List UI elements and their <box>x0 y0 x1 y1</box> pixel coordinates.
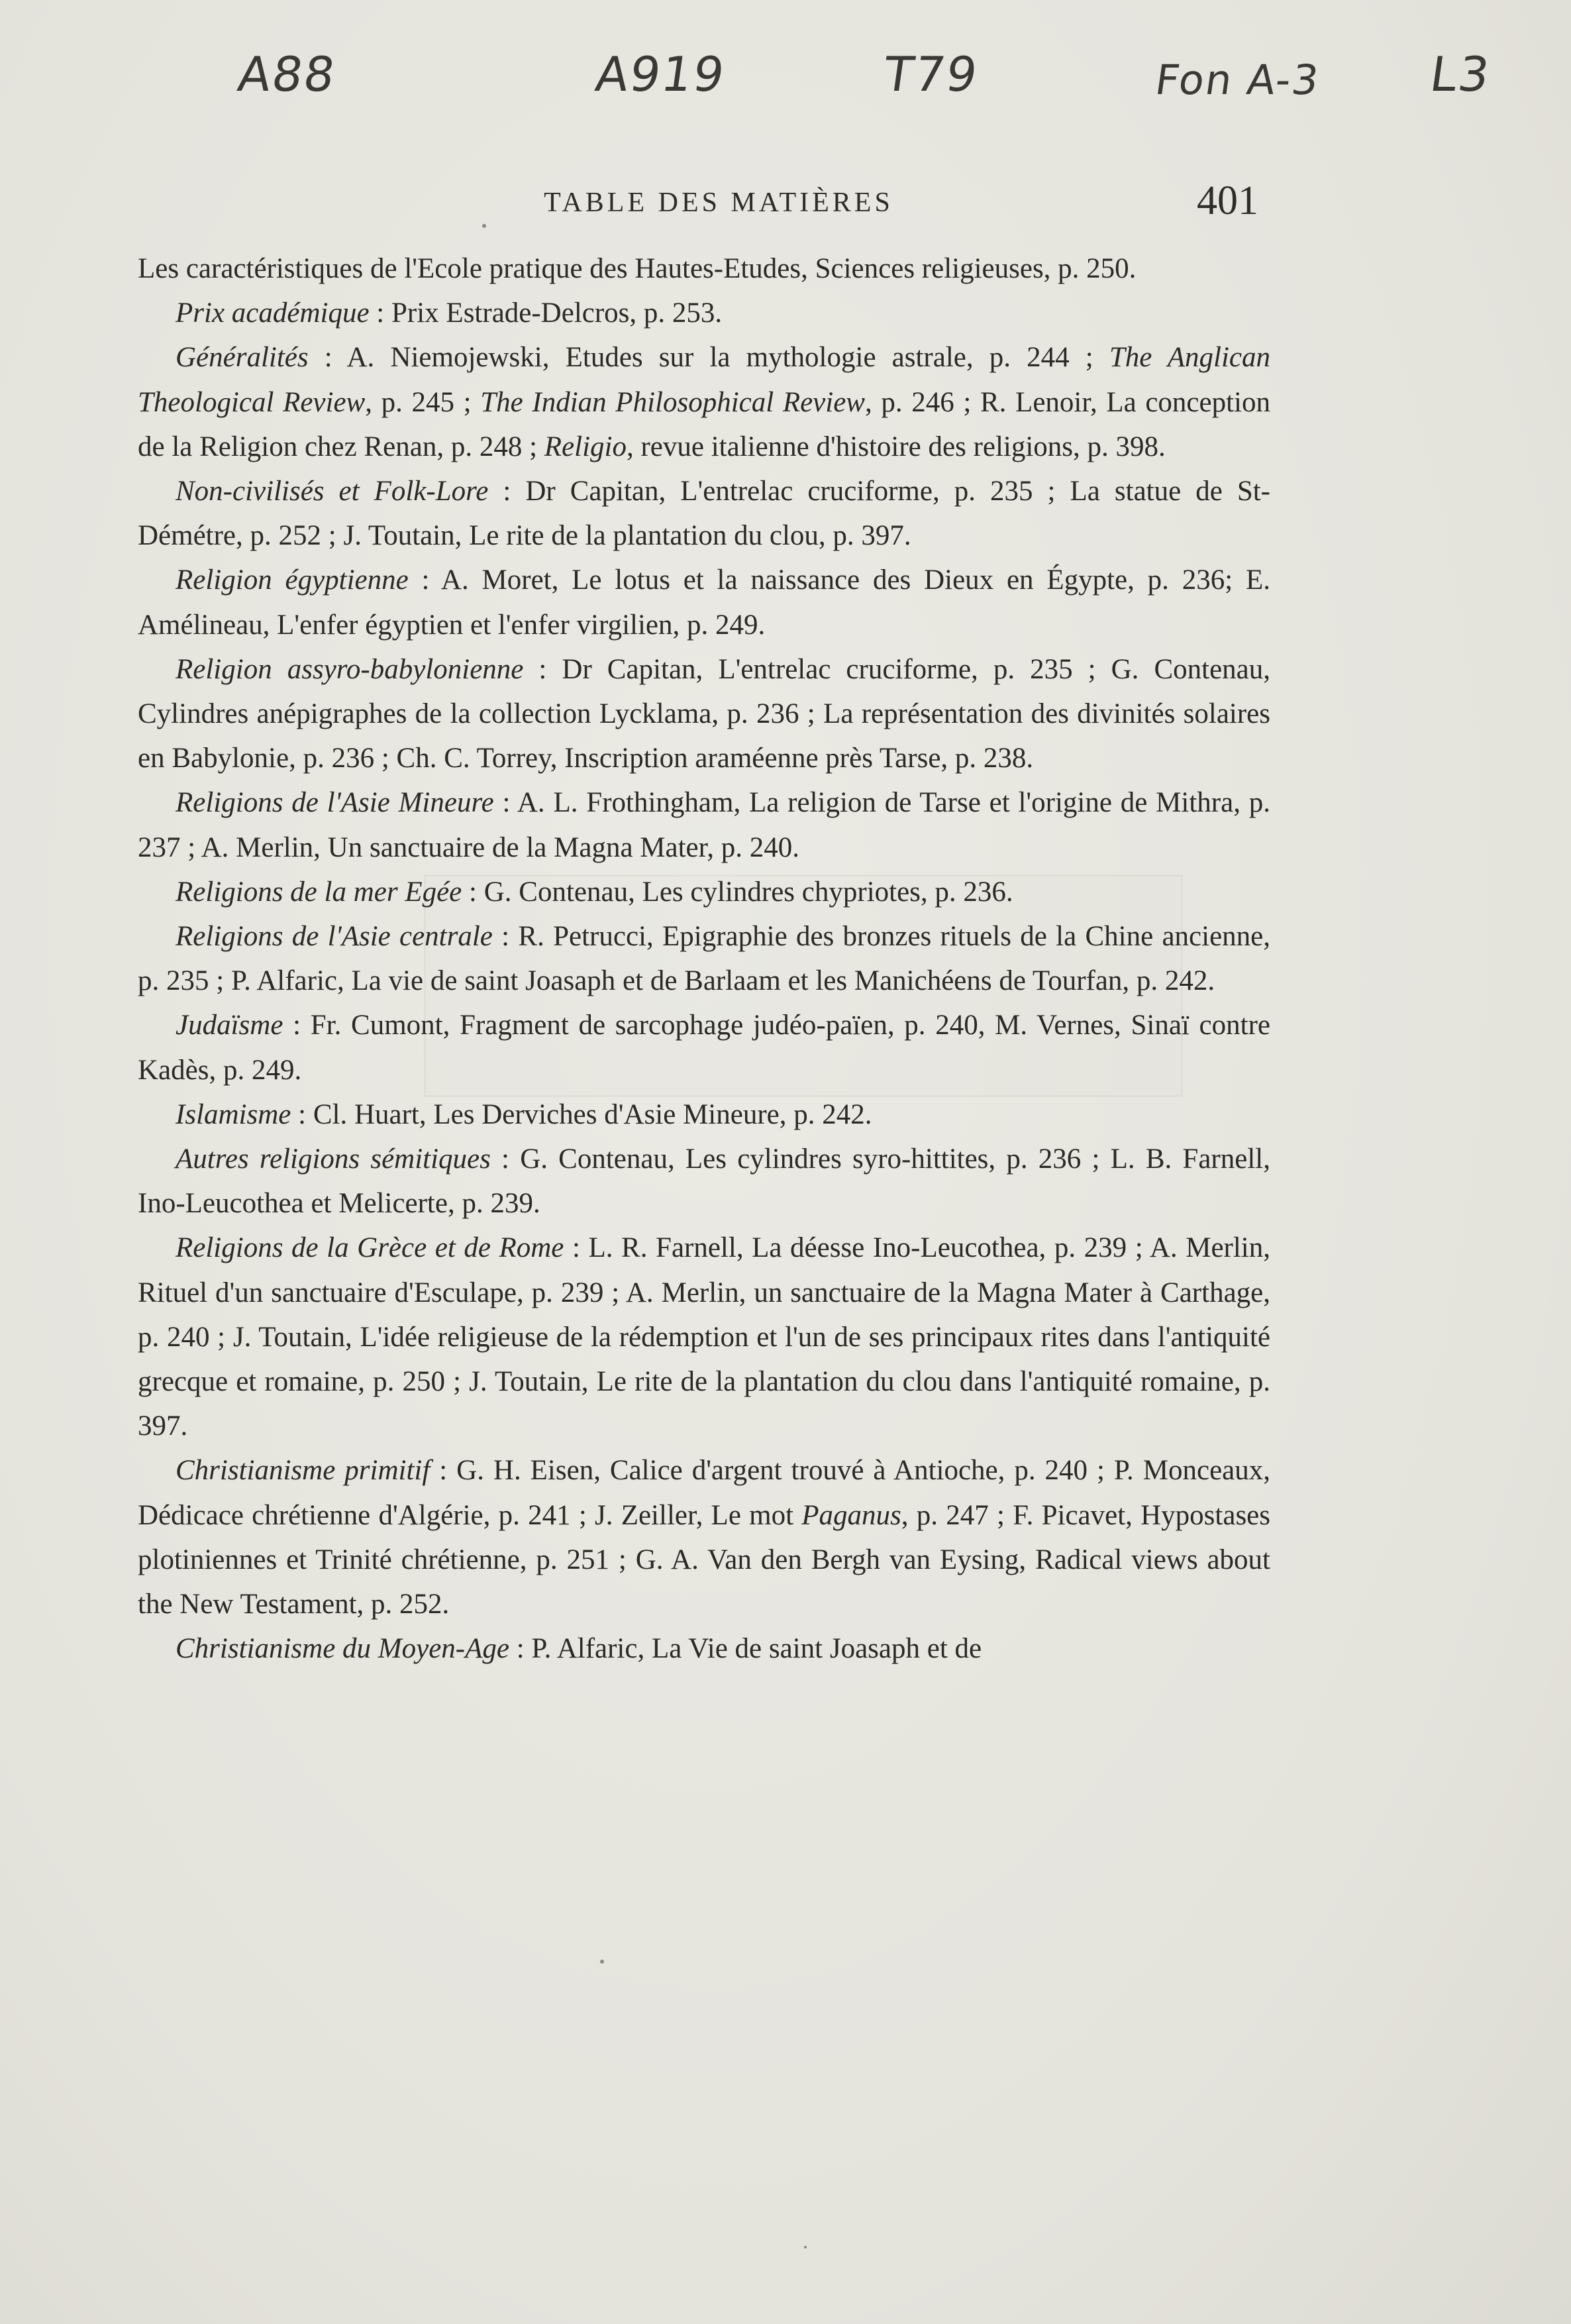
toc-entry-label: Non-civilisés et Folk-Lore <box>176 476 489 507</box>
toc-entry-label: Généralités <box>176 342 309 374</box>
toc-entry-label: Religions de l'Asie centrale <box>176 921 493 953</box>
ink-speck <box>600 1960 604 1964</box>
table-of-contents-body <box>138 246 1270 1671</box>
toc-entry-label: Religions de l'Asie Mineure <box>176 787 494 819</box>
header-title: TABLE DES MATIÈRES <box>544 187 893 218</box>
handwritten-note-4: Fon A-3 <box>1152 56 1323 104</box>
toc-entry-label: Religions de la mer Egée <box>176 876 462 908</box>
handwritten-note-5: L3 <box>1427 46 1494 102</box>
toc-entry-text: : Fr. Cumont, Fragment de sarcophage judéo-païen, p. 240, M. Vernes, Sinaï contre Kadès, p. 249. <box>138 1010 1270 1086</box>
toc-entry-label: Prix académique <box>176 297 370 329</box>
toc-entry <box>138 1092 1270 1137</box>
toc-entry <box>138 558 1270 647</box>
toc-entry-text: : Dr Capitan, L'entrelac cruciforme, p. 235 ; La statue de St-Démétre, p. 252 ; J. Toutain, Le rite de la plantation du clou, p. 397. <box>138 476 1270 552</box>
toc-entry-label: Christianisme primitif <box>176 1455 431 1487</box>
toc-entry: Les caractéristiques de l'Ecole pratique des Hautes-Etudes, Sciences religieuses, p. 250. <box>138 253 1137 284</box>
toc-entry <box>138 780 1270 869</box>
toc-entry-label: Religion égyptienne <box>176 564 409 596</box>
toc-entry-label: Religions de la Grèce et de Rome <box>176 1232 564 1264</box>
ink-speck <box>482 224 486 228</box>
toc-entry-text: : G. Contenau, Les cylindres chypriotes, p. 236. <box>462 876 1013 908</box>
toc-entry <box>138 914 1270 1003</box>
toc-entry-label: Islamisme <box>176 1098 291 1130</box>
toc-entry-text: : Prix Estrade-Delcros, p. 253. <box>369 297 723 329</box>
toc-entry-text: : A. Niemojewski, Etudes sur la mythologie astrale, p. 244 ; <box>308 342 1093 374</box>
toc-entry <box>138 1626 1270 1671</box>
toc-entry-text: : P. Alfaric, La Vie de saint Joasaph et de <box>509 1633 982 1665</box>
toc-entry <box>138 647 1270 781</box>
handwritten-note-1: A88 <box>234 46 340 102</box>
toc-entry <box>138 1003 1270 1092</box>
ink-speck <box>804 2246 807 2248</box>
toc-entry-text: : Dr Capitan, L'entrelac cruciforme, p. 235 ; G. Contenau, Cylindres anépigraphes de la collection Lycklama, p. 236 ; La représentation des divinités solaires en Babylonie, p. 236 ; Ch. C. Torrey, Inscription araméenne près Tarse, p. 238. <box>138 653 1270 774</box>
toc-entry <box>138 1226 1270 1448</box>
toc-entry-text: : L. R. Farnell, La déesse Ino-Leucothea, p. 239 ; A. Merlin, Rituel d'un sanctuaire d'Esculape, p. 239 ; A. Merlin, un sanctuaire de la Magna Mater à Carthage, p. 240 ; J. Toutain, L'idée religieuse de la rédemption et l'un de ses principaux rites dans l'antiquité grecque et romaine, p. 250 ; J. Toutain, Le rite de la plantation du clou dans l'antiquité romaine, p. 397. <box>138 1232 1270 1442</box>
toc-entry <box>138 870 1270 914</box>
toc-entry-text: : G. H. Eisen, Calice d'argent trouvé à Antioche, p. 240 ; P. Monceaux, Dédicace chrétienne d'Algérie, p. 241 ; J. Zeiller, Le mot <box>138 1455 1270 1531</box>
toc-entry-label: Autres religions sémitiques <box>176 1143 491 1175</box>
toc-entry-text: : R. Petrucci, Epigraphie des bronzes rituels de la Chine ancienne, p. 235 ; P. Alfaric, La vie de saint Joasaph et de Barlaam et les Manichéens de Tourfan, p. 242. <box>138 921 1270 997</box>
page-number: 401 <box>1197 178 1258 223</box>
toc-entry-text: : A. L. Frothingham, La religion de Tarse et l'origine de Mithra, p. 237 ; A. Merlin, Un sanctuaire de la Magna Mater, p. 240. <box>138 787 1270 863</box>
toc-entry: Christianisme primitif : G. H. Eisen, Calice d'argent trouvé à Antioche, p. 240 ; P. Monceaux, Dédicace chrétienne d'Algérie, p. 241 ; J. Zeiller, Le mot Paganus, p. 247 ; F. Picavet, Hypostases plotiniennes et Trinité chrétienne, p. 251 ; G. A. Van den Bergh van Eysing, Radical views about the New Testament, p. 252. <box>138 1455 1270 1620</box>
toc-entry <box>138 291 1270 335</box>
toc-entry <box>138 469 1270 558</box>
toc-entry-text: : G. Contenau, Les cylindres syro-hittites, p. 236 ; L. B. Farnell, Ino-Leucothea et Melicerte, p. 239. <box>138 1143 1270 1220</box>
toc-entry-label: Religion assyro-babylonienne <box>176 653 524 685</box>
toc-entry-label: Christianisme du Moyen-Age <box>176 1633 509 1665</box>
toc-entry-text: : Cl. Huart, Les Derviches d'Asie Mineure, p. 242. <box>291 1098 872 1130</box>
toc-entry: Généralités : A. Niemojewski, Etudes sur la mythologie astrale, p. 244 ; The Anglican Theological Review, p. 245 ; The Indian Philosophical Review, p. 246 ; R. Lenoir, La conception de la Religion chez Renan, p. 248 ; Religio, revue italienne d'histoire des religions, p. 398. <box>138 342 1270 462</box>
handwritten-note-2: A919 <box>592 46 729 102</box>
toc-entry-label: Judaïsme <box>176 1010 283 1041</box>
toc-entry-text: : A. Moret, Le lotus et la naissance des Dieux en Égypte, p. 236; E. Amélineau, L'enfer égyptien et l'enfer virgilien, p. 249. <box>138 564 1270 641</box>
handwritten-note-3: T79 <box>880 46 982 102</box>
toc-entry <box>138 1137 1270 1226</box>
page-header <box>132 178 1305 231</box>
